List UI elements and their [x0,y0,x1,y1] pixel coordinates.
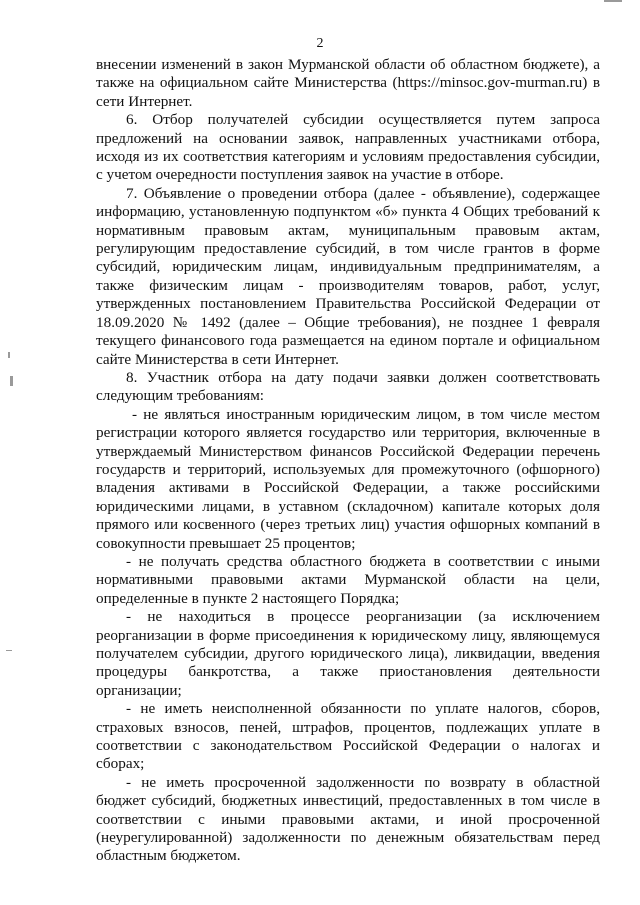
requirement-item: - не находиться в процессе реорганизации (за исключением реорганизации в форме присоединения к юридическому лицу, являющемуся получателем субсидии, другого юридического лица), ликвидации, введения процедуры банкротства, а также приостановления деятельности организации; [96,608,600,699]
scan-artifact [6,650,12,651]
paragraph-6: 6. Отбор получателей субсидии осуществляется путем запроса предложений на основании заявок, направленных участниками отбора, исходя из их соответствия категориям и условиям предоставления субсидии, с учетом очередности поступления заявок на участие в отборе. [96,111,600,184]
paragraph-7: 7. Объявление о проведении отбора (далее - объявление), содержащее информацию, установленную подпунктом «б» пункта 4 Общих требований к нормативным правовым актам, муниципальным правовым актам, регулирующим предоставление субсидий, в том числе грантов в форме субсидий, юридическим лицам, индивидуальным предпринимателям, а также физическим лицам - производителям товаров, работ, услуг, утвержденных постановлением Правительства Российской Федерации от 18.09.2020 № 1492 (далее – Общие требования), не позднее 1 февраля текущего финансового года размещается на едином портале и официальном сайте Министерства в сети Интернет. [96,184,600,368]
document-body [96,56,600,866]
requirement-item: - не являться иностранным юридическим лицом, в том числе местом регистрации которого является государство или территория, включенные в утверждаемый Министерством финансов Российской Федерации перечень государств и территорий, используемых для промежуточного (офшорного) владения активами в Российской Федерации, а также российскими юридическими лицами, в уставном (складочном) капитале которых доля прямого или косвенного (через третьих лиц) участия офшорных компаний в совокупности превышает 25 процентов; [96,405,600,552]
scan-artifact [10,376,13,386]
paragraph-continuation: внесении изменений в закон Мурманской области об областном бюджете), а также на официальном сайте Министерства (https://minsoc.gov-murman.ru) в сети Интернет. [96,56,600,110]
page-number: 2 [316,36,324,51]
scan-artifact [8,352,10,358]
paragraph-8: 8. Участник отбора на дату подачи заявки должен соответствовать следующим требованиям: [96,368,600,405]
requirement-item: - не иметь неисполненной обязанности по уплате налогов, сборов, страховых взносов, пеней, штрафов, процентов, подлежащих уплате в соответствии с законодательством Российской Федерации о налогах и сборах; [96,700,600,773]
scan-artifact [604,0,622,2]
requirement-item: - не получать средства областного бюджета в соответствии с иными нормативными правовыми актами Мурманской области на цели, определенные в пункте 2 настоящего Порядка; [96,552,600,607]
requirement-item: - не иметь просроченной задолженности по возврату в областной бюджет субсидий, бюджетных инвестиций, предоставленных в том числе в соответствии с иными правовыми актами, и иной просроченной (неурегулированной) задолженности по денежным обязательствам перед областным бюджетом. [96,773,600,865]
